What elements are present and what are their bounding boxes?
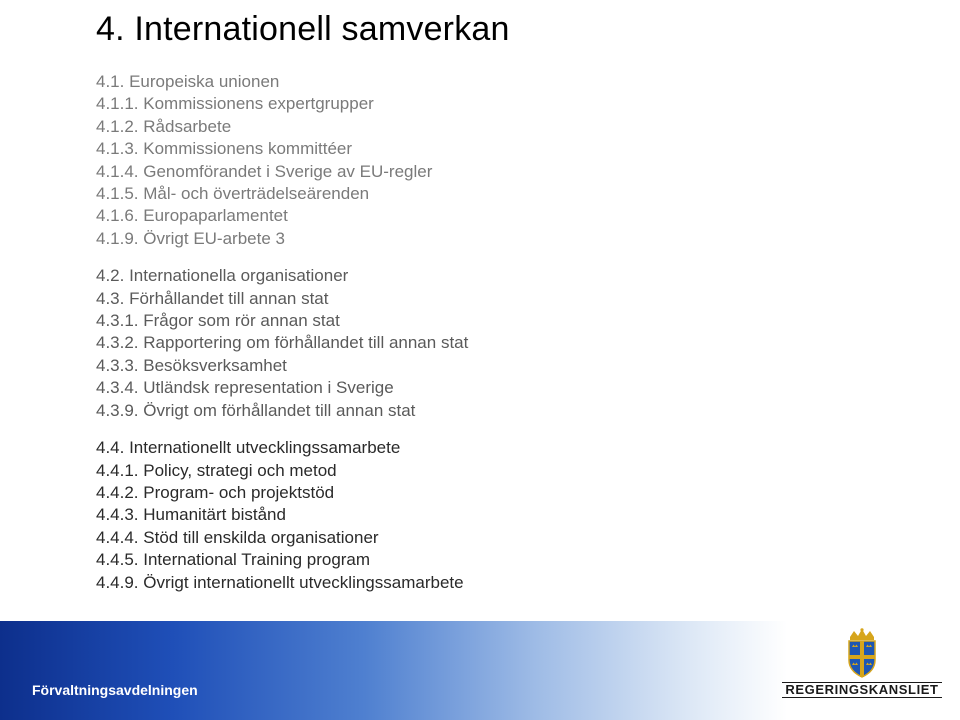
swedish-coat-of-arms-icon [828, 628, 896, 680]
toc-item: 4.1.5. Mål- och överträdelseärenden [96, 184, 370, 204]
toc-item: 4.4.1. Policy, strategi och metod [96, 460, 337, 480]
toc-item: 4.4.2. Program- och projektstöd [96, 482, 335, 502]
toc-group-eu [96, 71, 468, 250]
toc-item: 4.1.3. Kommissionens kommittéer [96, 139, 353, 159]
toc-item: 4.3.3. Besöksverksamhet [96, 355, 287, 375]
toc-item: 4.3.1. Frågor som rör annan stat [96, 311, 340, 331]
toc-item: 4.2. Internationella organisationer [96, 266, 349, 286]
toc-item: 4.4.9. Övrigt internationellt utvecklingssamarbete [96, 572, 464, 592]
regeringskansliet-logo [782, 628, 942, 700]
footer-department: Förvaltningsavdelningen [32, 682, 198, 698]
toc-item: 4.1.2. Rådsarbete [96, 116, 232, 136]
toc-item: 4.1.6. Europaparlamentet [96, 206, 288, 226]
toc-item: 4.4.5. International Training program [96, 550, 371, 570]
toc-item: 4.1.4. Genomförandet i Sverige av EU-regler [96, 161, 433, 181]
toc-item: 4.4. Internationellt utvecklingssamarbete [96, 438, 401, 458]
toc-group-international [96, 265, 468, 422]
toc-item: 4.3.2. Rapportering om förhållandet till annan stat [96, 333, 469, 353]
toc-item: 4.3.4. Utländsk representation i Sverige [96, 378, 394, 398]
toc-item: 4.3.9. Övrigt om förhållandet till annan stat [96, 400, 416, 420]
table-of-contents [96, 71, 468, 609]
logo-text: REGERINGSKANSLIET [782, 682, 942, 698]
slide-title: 4. Internationell samverkan [96, 10, 510, 48]
toc-item: 4.1.1. Kommissionens expertgrupper [96, 94, 374, 114]
toc-group-development [96, 437, 468, 594]
toc-item: 4.4.4. Stöd till enskilda organisationer [96, 527, 379, 547]
toc-item: 4.1. Europeiska unionen [96, 72, 280, 91]
toc-item: 4.3. Förhållandet till annan stat [96, 288, 329, 308]
toc-item: 4.1.9. Övrigt EU-arbete 3 [96, 228, 285, 248]
toc-item: 4.4.3. Humanitärt bistånd [96, 505, 286, 525]
